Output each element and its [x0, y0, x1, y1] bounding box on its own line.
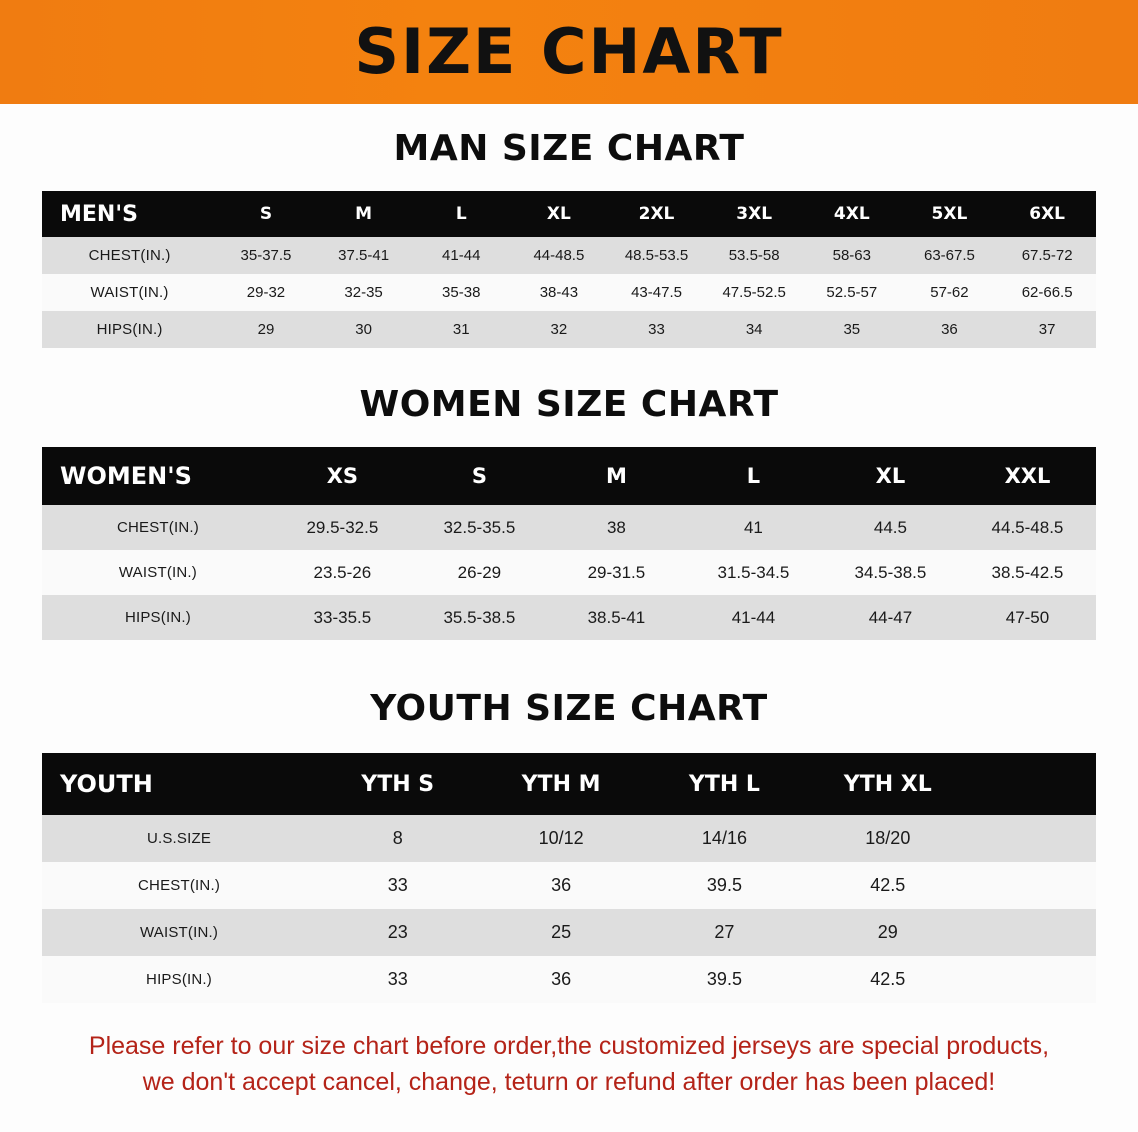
man-header-cell: 6XL — [998, 191, 1096, 237]
table-row — [42, 956, 1096, 1003]
youth-size-table — [42, 753, 1096, 1003]
cell: 29-31.5 — [548, 550, 685, 595]
row-label: CHEST(IN.) — [42, 237, 217, 274]
man-section-title: MAN SIZE CHART — [393, 128, 745, 169]
women-section-title: WOMEN SIZE CHART — [359, 384, 779, 425]
man-table-wrapper — [42, 191, 1096, 348]
table-row — [42, 274, 1096, 311]
cell: 39.5 — [643, 956, 806, 1003]
cell: 57-62 — [901, 274, 999, 311]
row-label: CHEST(IN.) — [42, 505, 274, 550]
cell: 44.5 — [822, 505, 959, 550]
cell: 8 — [316, 815, 479, 862]
row-label: HIPS(IN.) — [42, 311, 217, 348]
cell: 62-66.5 — [998, 274, 1096, 311]
cell: 38-43 — [510, 274, 608, 311]
cell: 67.5-72 — [998, 237, 1096, 274]
cell: 52.5-57 — [803, 274, 901, 311]
table-row — [42, 815, 1096, 862]
row-label: U.S.SIZE — [42, 815, 316, 862]
man-header-cell: XL — [510, 191, 608, 237]
cell: 44.5-48.5 — [959, 505, 1096, 550]
man-header-cell: L — [412, 191, 510, 237]
cell: 23.5-26 — [274, 550, 411, 595]
table-header-row — [42, 447, 1096, 505]
cell: 38.5-41 — [548, 595, 685, 640]
cell: 27 — [643, 909, 806, 956]
youth-header-cell: YTH XL — [806, 753, 969, 815]
policy-note — [40, 1029, 1098, 1100]
cell: 39.5 — [643, 862, 806, 909]
table-row — [42, 595, 1096, 640]
cell: 33 — [316, 956, 479, 1003]
cell: 31 — [412, 311, 510, 348]
cell: 42.5 — [806, 956, 969, 1003]
row-label: WAIST(IN.) — [42, 550, 274, 595]
cell: 47-50 — [959, 595, 1096, 640]
man-header-cell: S — [217, 191, 315, 237]
cell: 32.5-35.5 — [411, 505, 548, 550]
women-header-cell: M — [548, 447, 685, 505]
women-size-table — [42, 447, 1096, 640]
policy-note-line-2: we don't accept cancel, change, teturn or refund after order has been placed! — [142, 1067, 996, 1096]
youth-section-title: YOUTH SIZE CHART — [370, 688, 768, 729]
table-row — [42, 237, 1096, 274]
table-header-row — [42, 191, 1096, 237]
row-label: HIPS(IN.) — [42, 595, 274, 640]
row-label: HIPS(IN.) — [42, 956, 316, 1003]
cell: 33 — [608, 311, 706, 348]
women-header-cell: XS — [274, 447, 411, 505]
cell: 38 — [548, 505, 685, 550]
man-size-table — [42, 191, 1096, 348]
cell: 42.5 — [806, 862, 969, 909]
cell: 29 — [217, 311, 315, 348]
cell: 58-63 — [803, 237, 901, 274]
cell: 29.5-32.5 — [274, 505, 411, 550]
youth-table-wrapper — [42, 753, 1096, 1003]
page-title: SIZE CHART — [354, 15, 784, 88]
man-header-cell: MEN'S — [42, 191, 217, 237]
cell-spacer — [969, 862, 1096, 909]
table-row — [42, 862, 1096, 909]
cell: 35-38 — [412, 274, 510, 311]
cell: 41-44 — [685, 595, 822, 640]
cell: 35-37.5 — [217, 237, 315, 274]
cell: 43-47.5 — [608, 274, 706, 311]
table-row — [42, 311, 1096, 348]
row-label: WAIST(IN.) — [42, 274, 217, 311]
cell: 30 — [315, 311, 413, 348]
youth-header-cell: YTH L — [643, 753, 806, 815]
cell: 35.5-38.5 — [411, 595, 548, 640]
cell: 37 — [998, 311, 1096, 348]
table-row — [42, 505, 1096, 550]
table-row — [42, 550, 1096, 595]
cell: 32-35 — [315, 274, 413, 311]
table-row — [42, 909, 1096, 956]
cell-spacer — [969, 956, 1096, 1003]
cell: 29-32 — [217, 274, 315, 311]
row-label: CHEST(IN.) — [42, 862, 316, 909]
man-header-cell: M — [315, 191, 413, 237]
table-header-row — [42, 753, 1096, 815]
youth-header-cell: YTH M — [479, 753, 642, 815]
women-header-cell: WOMEN'S — [42, 447, 274, 505]
cell: 25 — [479, 909, 642, 956]
cell: 44-48.5 — [510, 237, 608, 274]
cell: 35 — [803, 311, 901, 348]
cell: 34.5-38.5 — [822, 550, 959, 595]
cell: 26-29 — [411, 550, 548, 595]
policy-note-line-1: Please refer to our size chart before order,the customized jerseys are special products, — [88, 1032, 1050, 1060]
youth-header-cell: YOUTH — [42, 753, 316, 815]
youth-header-spacer — [969, 753, 1096, 815]
row-label: WAIST(IN.) — [42, 909, 316, 956]
cell: 36 — [479, 862, 642, 909]
cell: 10/12 — [479, 815, 642, 862]
man-header-cell: 2XL — [608, 191, 706, 237]
cell: 53.5-58 — [705, 237, 803, 274]
man-header-cell: 5XL — [901, 191, 999, 237]
page-banner — [0, 0, 1138, 104]
man-header-cell: 4XL — [803, 191, 901, 237]
cell-spacer — [969, 815, 1096, 862]
man-header-cell: 3XL — [705, 191, 803, 237]
cell: 18/20 — [806, 815, 969, 862]
cell: 38.5-42.5 — [959, 550, 1096, 595]
cell: 32 — [510, 311, 608, 348]
cell: 29 — [806, 909, 969, 956]
cell: 48.5-53.5 — [608, 237, 706, 274]
women-header-cell: L — [685, 447, 822, 505]
cell: 63-67.5 — [901, 237, 999, 274]
cell: 14/16 — [643, 815, 806, 862]
cell: 41-44 — [412, 237, 510, 274]
women-table-wrapper — [42, 447, 1096, 640]
cell: 33-35.5 — [274, 595, 411, 640]
women-header-cell: XXL — [959, 447, 1096, 505]
women-header-cell: S — [411, 447, 548, 505]
youth-header-cell: YTH S — [316, 753, 479, 815]
cell-spacer — [969, 909, 1096, 956]
cell: 37.5-41 — [315, 237, 413, 274]
women-header-cell: XL — [822, 447, 959, 505]
cell: 33 — [316, 862, 479, 909]
cell: 44-47 — [822, 595, 959, 640]
cell: 36 — [901, 311, 999, 348]
cell: 47.5-52.5 — [705, 274, 803, 311]
cell: 31.5-34.5 — [685, 550, 822, 595]
cell: 36 — [479, 956, 642, 1003]
cell: 23 — [316, 909, 479, 956]
cell: 41 — [685, 505, 822, 550]
cell: 34 — [705, 311, 803, 348]
